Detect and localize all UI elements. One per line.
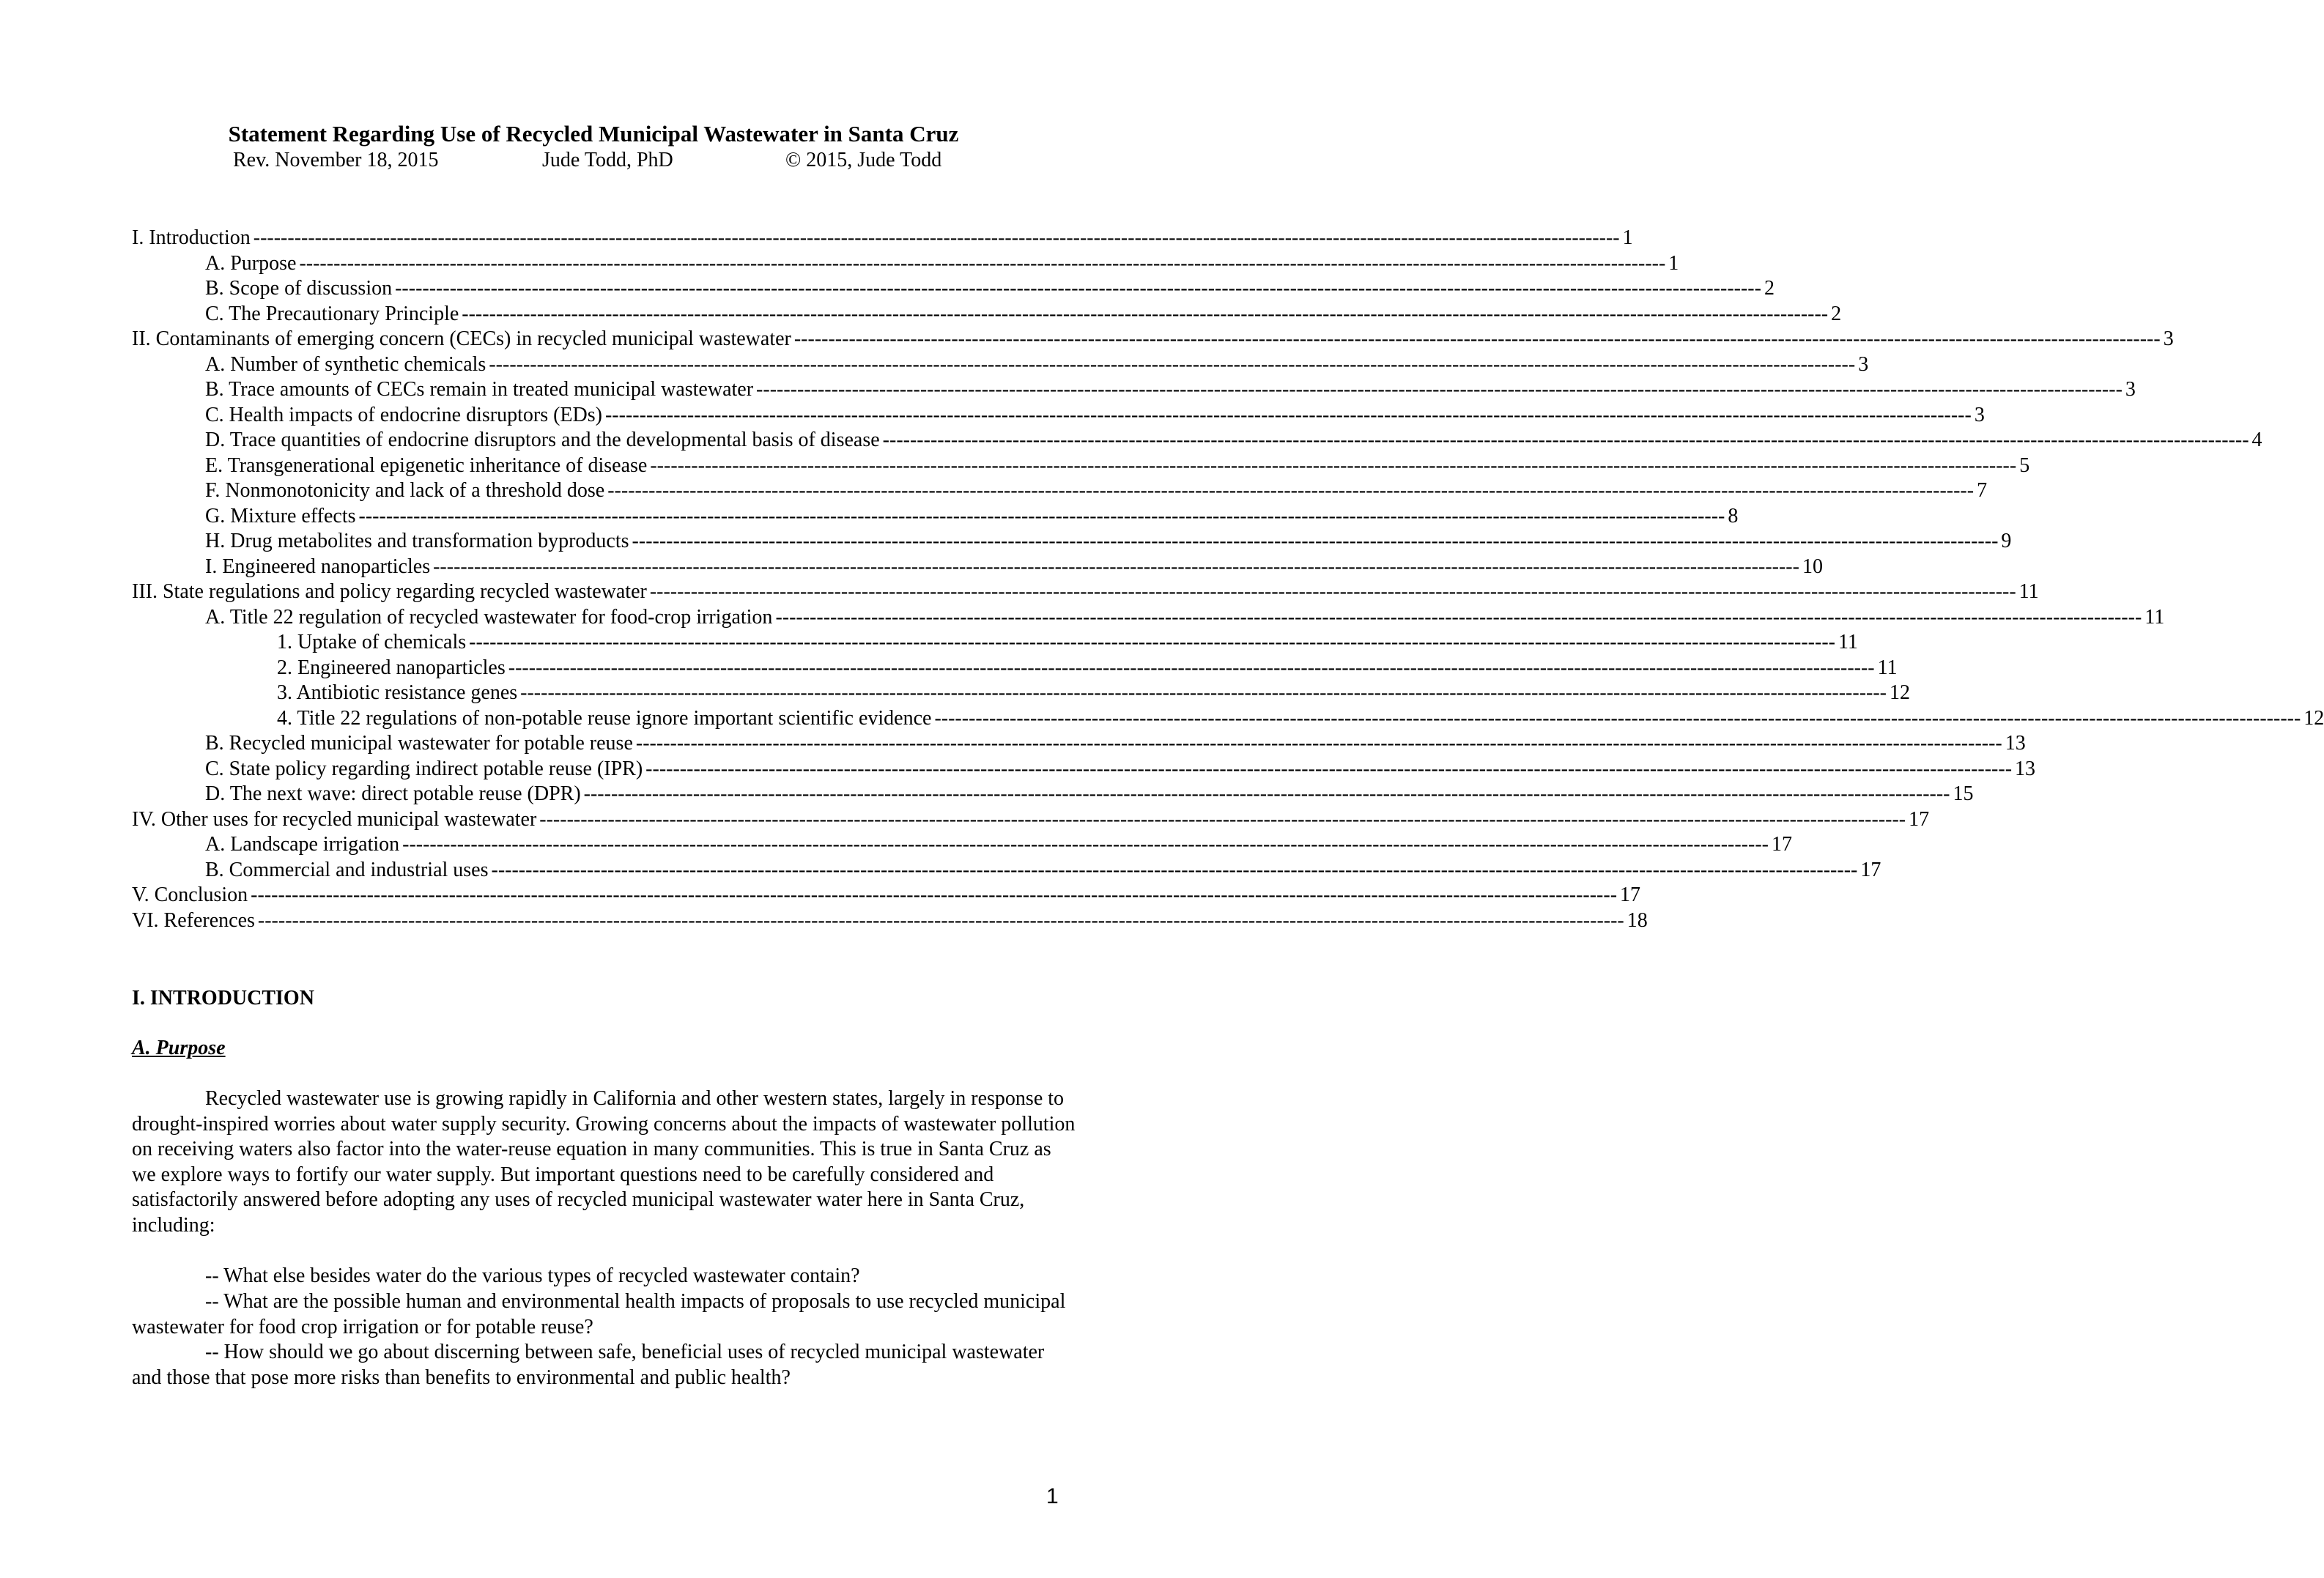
toc-entry-label: 1. Uptake of chemicals <box>277 631 467 653</box>
toc-leader: -------------------------------------------------------------------------------------------------------------------------------------------------------------------------------------------------------- <box>508 656 1875 679</box>
toc-entry-label: B. Scope of discussion <box>205 277 393 300</box>
toc-entry-label: A. Number of synthetic chemicals <box>205 352 486 376</box>
toc-entry[interactable] <box>132 226 1633 251</box>
toc-entry-label: III. State regulations and policy regarding recycled wastewater <box>132 580 647 603</box>
toc-leader: -------------------------------------------------------------------------------------------------------------------------------------------------------------------------------------------------------- <box>433 555 1799 578</box>
toc-entry-page: 3 <box>1974 403 1985 426</box>
toc-entry-page: 3 <box>1858 352 1869 376</box>
toc-leader: -------------------------------------------------------------------------------------------------------------------------------------------------------------------------------------------------------- <box>583 782 1950 805</box>
toc-entry[interactable] <box>132 782 1974 807</box>
toc-entry[interactable] <box>132 276 1775 302</box>
toc-entry-label: C. The Precautionary Principle <box>205 302 459 325</box>
toc-entry-label: D. Trace quantities of endocrine disruptors and the developmental basis of disease <box>205 429 880 451</box>
copyright-notice: © 2015, Jude Todd <box>785 149 942 171</box>
toc-leader: -------------------------------------------------------------------------------------------------------------------------------------------------------------------------------------------------------- <box>882 429 2249 451</box>
toc-entry[interactable] <box>132 529 2012 555</box>
toc-entry-label: G. Mixture effects <box>205 504 356 527</box>
toc-entry[interactable] <box>132 352 1869 378</box>
toc-leader: -------------------------------------------------------------------------------------------------------------------------------------------------------------------------------------------------------- <box>604 403 1972 426</box>
subsection-heading: A. Purpose <box>132 1037 226 1059</box>
toc-entry-page: 12 <box>2303 706 2324 730</box>
toc-leader: -------------------------------------------------------------------------------------------------------------------------------------------------------------------------------------------------------- <box>793 327 2161 350</box>
table-of-contents <box>132 226 2324 933</box>
toc-entry-label: E. Transgenerational epigenetic inheritance of disease <box>205 453 648 477</box>
toc-entry-page: 11 <box>2018 580 2039 603</box>
toc-entry[interactable] <box>132 251 1679 277</box>
toc-leader: -------------------------------------------------------------------------------------------------------------------------------------------------------------------------------------------------------- <box>649 580 2016 603</box>
toc-leader: -------------------------------------------------------------------------------------------------------------------------------------------------------------------------------------------------------- <box>299 251 1666 275</box>
toc-leader: -------------------------------------------------------------------------------------------------------------------------------------------------------------------------------------------------------- <box>934 706 2301 730</box>
toc-entry[interactable] <box>132 858 1881 884</box>
toc-entry[interactable] <box>132 731 2026 757</box>
toc-entry-page: 3 <box>2163 327 2174 350</box>
toc-leader: -------------------------------------------------------------------------------------------------------------------------------------------------------------------------------------------------------- <box>395 277 1761 300</box>
toc-leader: -------------------------------------------------------------------------------------------------------------------------------------------------------------------------------------------------------- <box>257 908 1624 932</box>
toc-leader: -------------------------------------------------------------------------------------------------------------------------------------------------------------------------------------------------------- <box>251 884 1618 906</box>
toc-leader: -------------------------------------------------------------------------------------------------------------------------------------------------------------------------------------------------------- <box>462 302 1829 325</box>
toc-entry-label: D. The next wave: direct potable reuse (DPR) <box>205 782 581 805</box>
toc-entry-page: 10 <box>1802 555 1823 578</box>
toc-entry[interactable] <box>132 504 1739 530</box>
toc-entry-label: V. Conclusion <box>132 884 248 906</box>
toc-leader: -------------------------------------------------------------------------------------------------------------------------------------------------------------------------------------------------------- <box>645 757 2013 780</box>
author-name: Jude Todd, PhD <box>542 149 673 171</box>
toc-entry-page: 17 <box>1771 833 1792 856</box>
toc-entry-page: 1 <box>1668 251 1679 275</box>
toc-entry-page: 17 <box>1620 884 1641 906</box>
toc-leader: -------------------------------------------------------------------------------------------------------------------------------------------------------------------------------------------------------- <box>253 226 1620 249</box>
toc-entry-label: IV. Other uses for recycled municipal wastewater <box>132 807 537 831</box>
toc-entry-page: 17 <box>1860 858 1881 881</box>
toc-entry[interactable] <box>132 403 1985 429</box>
toc-entry[interactable] <box>132 555 1823 580</box>
toc-entry-label: B. Commercial and industrial uses <box>205 858 489 881</box>
toc-entry-label: II. Contaminants of emerging concern (CECs) in recycled municipal wastewater <box>132 327 791 350</box>
toc-leader: -------------------------------------------------------------------------------------------------------------------------------------------------------------------------------------------------------- <box>635 732 2002 755</box>
toc-entry[interactable] <box>132 807 1930 833</box>
toc-entry-page: 11 <box>1838 631 1858 653</box>
toc-leader: -------------------------------------------------------------------------------------------------------------------------------------------------------------------------------------------------------- <box>775 605 2142 629</box>
toc-entry-label: C. State policy regarding indirect potable reuse (IPR) <box>205 757 643 780</box>
toc-entry-page: 8 <box>1728 504 1739 527</box>
toc-entry[interactable] <box>132 883 1641 908</box>
toc-leader: -------------------------------------------------------------------------------------------------------------------------------------------------------------------------------------------------------- <box>539 807 1906 831</box>
toc-entry-label: I. Introduction <box>132 226 251 249</box>
toc-entry-page: 18 <box>1627 908 1648 932</box>
toc-entry-page: 11 <box>1877 656 1898 679</box>
toc-entry-label: B. Recycled municipal wastewater for potable reuse <box>205 732 633 755</box>
toc-leader: -------------------------------------------------------------------------------------------------------------------------------------------------------------------------------------------------------- <box>402 833 1769 856</box>
toc-entry-label: 2. Engineered nanoparticles <box>277 656 506 679</box>
toc-entry[interactable] <box>132 656 1898 681</box>
toc-leader: -------------------------------------------------------------------------------------------------------------------------------------------------------------------------------------------------------- <box>756 378 2123 401</box>
revision-date: Rev. November 18, 2015 <box>233 149 439 171</box>
toc-entry-page: 2 <box>1831 302 1842 325</box>
toc-entry[interactable] <box>132 908 1648 934</box>
question-item: -- What are the possible human and environmental health impacts of proposals to use recycled municipal wastewater for food crop irrigation or for potable reuse? <box>132 1290 1066 1338</box>
toc-entry-page: 3 <box>2125 378 2136 401</box>
toc-entry[interactable] <box>132 706 2324 732</box>
section-heading: I. INTRODUCTION <box>132 987 314 1010</box>
toc-entry-label: F. Nonmonotonicity and lack of a threshold dose <box>205 479 605 502</box>
toc-leader: -------------------------------------------------------------------------------------------------------------------------------------------------------------------------------------------------------- <box>650 453 2017 477</box>
toc-entry-page: 9 <box>2001 530 2012 552</box>
toc-entry-label: 3. Antibiotic resistance genes <box>277 681 518 704</box>
page-number: 1 <box>1046 1484 1059 1508</box>
toc-entry-page: 11 <box>2144 605 2165 629</box>
toc-entry-label: B. Trace amounts of CECs remain in treated municipal wastewater <box>205 378 754 401</box>
toc-entry[interactable] <box>132 302 1842 327</box>
toc-leader: -------------------------------------------------------------------------------------------------------------------------------------------------------------------------------------------------------- <box>491 858 1858 881</box>
toc-entry-page: 15 <box>1953 782 1974 805</box>
toc-entry-label: VI. References <box>132 908 255 932</box>
toc-entry-page: 17 <box>1909 807 1930 831</box>
toc-entry-label: 4. Title 22 regulations of non-potable reuse ignore important scientific evidence <box>277 706 932 730</box>
toc-entry-page: 13 <box>2015 757 2036 780</box>
toc-entry-page: 2 <box>1764 277 1775 300</box>
toc-entry-label: H. Drug metabolites and transformation byproducts <box>205 530 629 552</box>
toc-entry[interactable] <box>132 327 2174 352</box>
question-item: -- What else besides water do the various types of recycled wastewater contain? <box>205 1264 860 1287</box>
toc-leader: -------------------------------------------------------------------------------------------------------------------------------------------------------------------------------------------------------- <box>632 530 1999 552</box>
toc-leader: -------------------------------------------------------------------------------------------------------------------------------------------------------------------------------------------------------- <box>358 504 1725 527</box>
toc-entry[interactable] <box>132 453 2030 479</box>
question-item: -- How should we go about discerning between safe, beneficial uses of recycled municipal wastewater and those that pose more risks than benefits to environmental and public health? <box>132 1341 1045 1389</box>
toc-entry-label: A. Title 22 regulation of recycled wastewater for food-crop irrigation <box>205 605 773 629</box>
toc-entry[interactable] <box>132 605 2165 631</box>
toc-entry-label: A. Landscape irrigation <box>205 833 400 856</box>
toc-entry[interactable] <box>132 681 1910 706</box>
toc-entry-page: 5 <box>2019 453 2030 477</box>
toc-leader: -------------------------------------------------------------------------------------------------------------------------------------------------------------------------------------------------------- <box>520 681 1887 704</box>
toc-entry-label: A. Purpose <box>205 251 297 275</box>
toc-leader: -------------------------------------------------------------------------------------------------------------------------------------------------------------------------------------------------------- <box>607 479 1975 502</box>
document-title: Statement Regarding Use of Recycled Municipal Wastewater in Santa Cruz <box>228 121 959 147</box>
toc-entry[interactable] <box>132 478 1988 504</box>
toc-entry-page: 1 <box>1622 226 1633 249</box>
toc-leader: -------------------------------------------------------------------------------------------------------------------------------------------------------------------------------------------------------- <box>469 631 1835 653</box>
toc-entry[interactable] <box>132 428 2262 453</box>
toc-entry-page: 7 <box>1977 479 1988 502</box>
toc-entry-label: I. Engineered nanoparticles <box>205 555 431 578</box>
toc-entry-label: C. Health impacts of endocrine disruptors (EDs) <box>205 403 602 426</box>
toc-entry-page: 4 <box>2251 429 2262 451</box>
toc-entry[interactable] <box>132 377 2136 403</box>
purpose-paragraph: Recycled wastewater use is growing rapidly in California and other western states, largely in response to drought-inspired worries about water supply security. Growing concerns about the impacts of wastewater pollution on receiving waters also factor into the water-reuse equation in many communities. This is true in Santa Cruz as we explore ways to fortify our water supply. But important questions need to be carefully considered and satisfactorily answered before adopting any uses of recycled municipal wastewater water here in Santa Cruz, including: <box>132 1087 1076 1237</box>
toc-entry[interactable] <box>132 832 1792 858</box>
toc-entry-page: 13 <box>2005 732 2026 755</box>
toc-entry[interactable] <box>132 630 1858 656</box>
toc-leader: -------------------------------------------------------------------------------------------------------------------------------------------------------------------------------------------------------- <box>489 352 1856 376</box>
toc-entry[interactable] <box>132 579 2039 605</box>
toc-entry-page: 12 <box>1889 681 1910 704</box>
toc-entry[interactable] <box>132 757 2036 782</box>
